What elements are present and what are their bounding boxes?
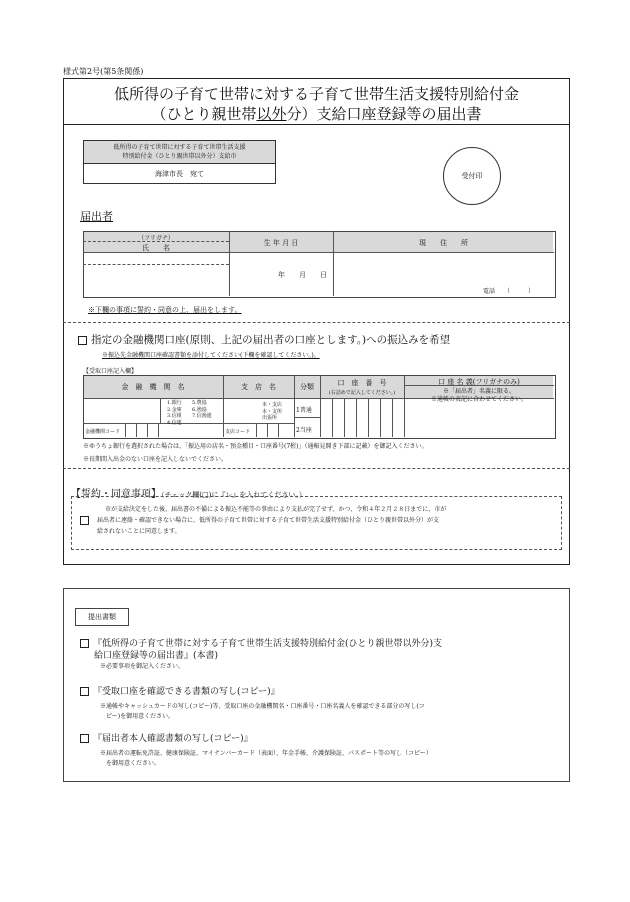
furigana-label: （フリガナ） (138, 235, 174, 242)
address-label: 現 住 所 (419, 239, 468, 247)
yucho-note: ※ゆうちょ銀行を選択された場合は、「振込用の店名・預金種目・口座番号(7桁)」（通帳見開き下部に記載）を御記入ください。 (83, 443, 428, 450)
document-checkbox-1[interactable] (80, 639, 89, 648)
recipient-mayor: 海津市長 宛て (155, 170, 204, 178)
applicant-heading: 届出者 (80, 210, 113, 223)
document-item-3: 『届出者本人確認書類の写し(コピー)』 ※届出者の運転免許証、健康保険証、マイナンバーカード（表面）、年金手帳、介護保険証、パスポート等の写し（コピー） を御用意ください。 (80, 733, 560, 769)
document-checkbox-3[interactable] (80, 734, 89, 743)
bank-name-header: 金 融 機 関 名 (121, 383, 185, 391)
account-section-label: 【受取口座記入欄】 (83, 368, 138, 375)
bank-type-list-b: 5.農協 6.漁協 7.信漁連 (192, 400, 212, 419)
documents-heading: 提出書類 (75, 608, 129, 626)
pledge-text: 市が支給決定をした後、届出書の不備による振込不能等の事由により支払が完了せず、かつ、令和４年２月２８日までに、市が 届出者に連絡・確認できない場合に、低所得の子育て世帯に対する子育て世帯生活支援特別給付金（ひとり親世帯以外分）が支 給されないことに同意します。 (97, 506, 447, 535)
account-number-subheader: (右詰めで記入してください。) (328, 390, 396, 396)
branch-name-header: 支 店 名 (241, 383, 276, 391)
long-inactive-note: ※長期間入出金のない口座を記入しないでください。 (83, 456, 228, 463)
bank-transfer-option[interactable]: 指定の金融機関口座(原則、上記の届出者の口座とします。)への振込みを希望 (78, 332, 450, 347)
dob-value-slots[interactable]: 年 月 日 (278, 271, 327, 279)
pledge-checkbox[interactable] (80, 516, 89, 525)
bank-transfer-note: ※振込先金融機関口座確認書類を添付してください(下欄を確認してください。)。 (102, 352, 320, 359)
account-number-header: 口 座 番 号 (337, 379, 387, 387)
document-item-2: 『受取口座を確認できる書類の写し(コピー)』 ※通帳やキャッシュカードの写し(コピー)等、受取口座の金融機関名・口座番号・口座名義人を確認できる部分の写し(コ ピー)を御用意ください。 (80, 686, 560, 722)
bank-code-label: 金融機関コード (85, 429, 121, 435)
reception-stamp: 受付印 (443, 147, 501, 205)
type-ordinary[interactable]: 1普通 (296, 407, 312, 414)
phone-field[interactable]: 電話 （ ） (482, 288, 534, 295)
title-divider (63, 124, 570, 125)
form-title: 低所得の子育て世帯に対する子育て世帯生活支援特別給付金 （ひとり親世帯以外分）支給口座登録等の届出書 (113, 85, 519, 123)
account-holder-notes: ※「届出者」名義に限る。 ※通帳の表記に合わせてください。 (430, 388, 527, 403)
account-type-header: 分類 (300, 383, 314, 391)
pledge-heading: 【誓約・同意事項】（チェック欄(□)に『レ』を入れてください。） (71, 489, 306, 500)
document-item-1: 『低所得の子育て世帯に対する子育て世帯生活支援特別給付金(ひとり親世帯以外分)支 給口座登録等の届出書』(本書) ※必要事項を御記入ください。 (80, 638, 560, 672)
bank-type-list-a: 1.銀行 2.金庫 3.信組 4.信連 (167, 400, 182, 426)
bank-transfer-checkbox[interactable] (78, 336, 87, 345)
branch-type-list: 本・支店 本・支所 出張所 (262, 402, 283, 421)
branch-code-label: 支店コード (225, 429, 251, 435)
document-checkbox-2[interactable] (80, 687, 89, 696)
type-checking[interactable]: 2当座 (296, 427, 312, 434)
account-holder-header: 口 座 名 義(フリガナのみ) (438, 378, 520, 386)
form-number: 様式第2号(第5条関係) (63, 67, 144, 76)
name-label: 氏 名 (142, 244, 170, 252)
consent-note: ※下欄の事項に誓約・同意の上、届出をします。 (88, 306, 242, 314)
dob-label: 生 年 月 日 (263, 239, 299, 247)
recipient-box: 低所得の子育て世帯に対する子育て世帯生活支援 特別給付金（ひとり親世帯以外分）支給市 海津市長 宛て (83, 140, 276, 184)
